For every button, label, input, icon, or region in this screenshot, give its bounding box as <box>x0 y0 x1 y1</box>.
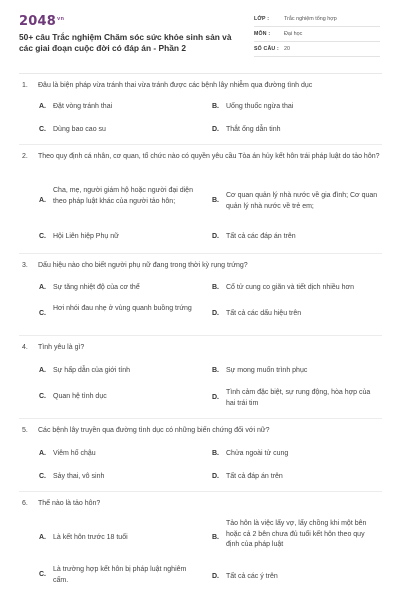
question-text: Thế nào là tảo hôn? <box>38 500 101 507</box>
page-title: 50+ câu Trắc nghiệm Chăm sóc sức khỏe sinh sản và các giai đoạn cuộc đời có đáp án - Phần 2 <box>19 32 232 53</box>
question-divider <box>19 253 382 254</box>
meta-value-subject: Đại học <box>284 31 303 37</box>
question-divider <box>19 144 382 145</box>
meta-value-class: Trắc nghiệm tổng hợp <box>284 16 337 22</box>
question-number: 3. <box>22 262 28 269</box>
worksheet-page: $2048^{vn}$ 50+ câu Trắc nghiệm Chăm sóc sức khỏe sinh sản và các giai đoạn cuộc đời có đáp án - Phần 2 LỚP : Trắc nghiệm tổng hợp MÔN : Đại học SỐ CÂU : 20 1. Đâu là biện pháp vừa tránh thai vừa tránh được các bệnh lây nhiễm qua đường tình dục A. Đặt vòng tránh thai B. Uống thuốc ngừa thai C. Dùng bao cao su D. Thắt ống dẫn tinh 2. Theo quy định cá nhân, cơ quan, tổ chức nào có quyền yêu cầu Tòa án hủy kết hôn trái pháp luật do tảo hôn? A. Cha, mẹ, người giám hộ hoặc người đại diện theo pháp luật khác của người tảo hôn; B. Cơ quan quản lý nhà nước về gia đình; Cơ quan quản lý nhà nước về trẻ em; C. Hội Liên hiệp Phụ nữ D. Tất cả các đáp án trên 3. Dấu hiệu nào cho biết người phụ nữ đang trong thời kỳ rụng trứng? A. Sự tăng nhiệt độ của cơ thể B. Cổ tử cung co giãn và tiết dịch nhiều hơn C. Hơi nhói đau nhẹ ở vùng quanh buồng trứng D. Tất cả các dấu hiệu trên 4. Tình yêu là gì? A. Sự hấp dẫn của giới tính B. Sự mong muốn trình phục C. Quan hệ tình dục D. Tình cảm đặc biệt, sự rung động, hòa hợp của hai trái tim 5. Các bệnh lây truyền qua đường tình dục có những biến chứng đối với nữ? A. Viêm hố chậu B. Chửa ngoài tử cung C. Sảy thai, vô sinh D. Tất cả đáp án trên 6. Thế nào là tảo hôn? A. Là kết hôn trước 18 tuổi B. Tảo hôn là việc lấy vợ, lấy chồng khi một bên hoặc cả 2 bên chưa đủ tuổi kết hôn theo quy định của pháp luật C. Là trường hợp kết hôn bị pháp luật nghiêm cấm. D. Tất cả các ý trên <box>0 0 400 600</box>
meta-underline <box>254 56 380 57</box>
meta-label-count: SỐ CÂU : <box>254 46 279 52</box>
meta-value-count: 20 <box>284 46 290 52</box>
question-number: 4. <box>22 344 28 351</box>
logo-suffix: vn <box>56 15 65 22</box>
question-text: Theo quy định cá nhân, cơ quan, tổ chức nào có quyền yêu cầu Tòa án hủy kết hôn trái pháp luật do tảo hôn? <box>38 153 380 160</box>
meta-underline <box>254 26 380 27</box>
header-divider <box>19 73 382 74</box>
question-number: 2. <box>22 153 28 160</box>
header <box>0 0 400 70</box>
question-divider <box>19 335 382 336</box>
question-text: Dấu hiệu nào cho biết người phụ nữ đang trong thời kỳ rụng trứng? <box>38 262 248 269</box>
site-logo[interactable]: $2048^{vn}$ <box>19 14 65 29</box>
question-text: Tình yêu là gì? <box>38 344 85 351</box>
question-number: 1. <box>22 82 28 89</box>
question-divider <box>19 418 382 419</box>
question-text: Các bệnh lây truyền qua đường tình dục có những biến chứng đối với nữ? <box>38 427 270 434</box>
question-divider <box>19 491 382 492</box>
question-text: Đâu là biện pháp vừa tránh thai vừa tránh được các bệnh lây nhiễm qua đường tình dục <box>38 82 313 89</box>
question-number: 5. <box>22 427 28 434</box>
question-number: 6. <box>22 500 28 507</box>
meta-underline <box>254 41 380 42</box>
meta-label-subject: MÔN : <box>254 31 271 37</box>
meta-label-class: LỚP : <box>254 16 270 22</box>
